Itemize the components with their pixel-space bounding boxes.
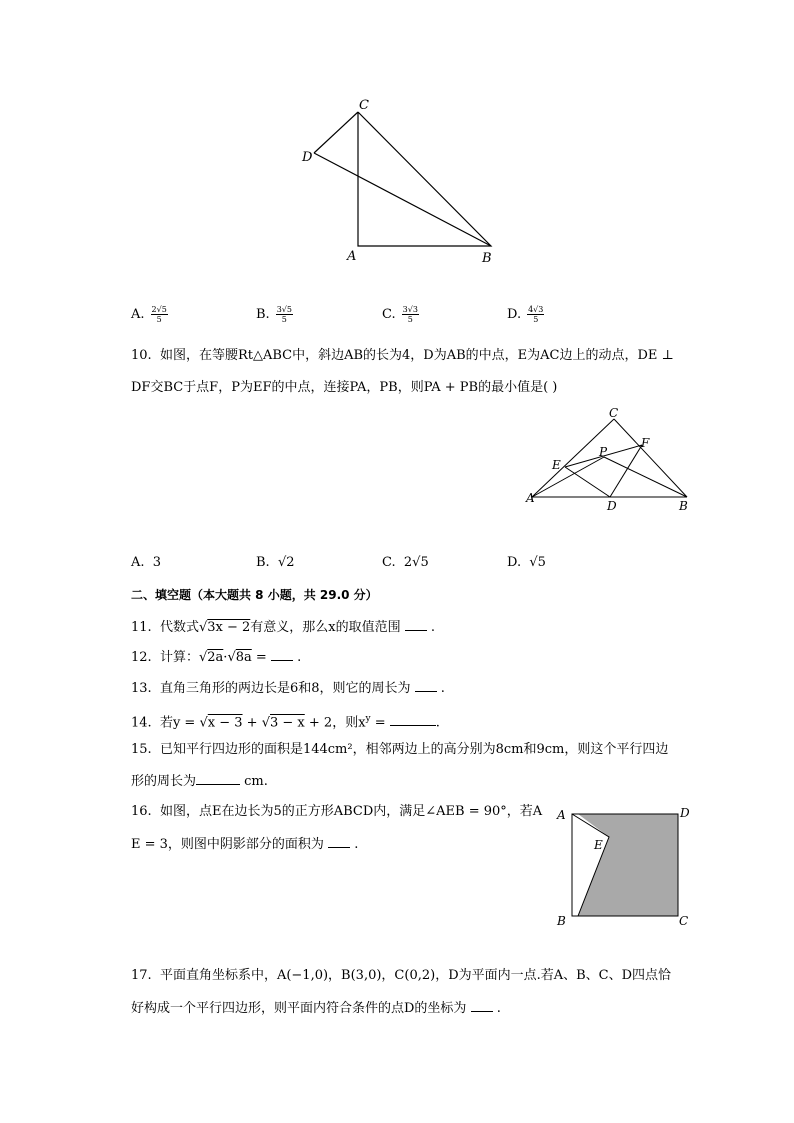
q12: 12. 计算：√2a·√8a = . [131, 647, 301, 668]
q16-label-b: B [557, 914, 566, 928]
q10-option-b[interactable]: B. √2 [256, 555, 295, 570]
q16-figure [552, 803, 702, 933]
section-heading: 二、填空题（本大题共 8 小题，共 29.0 分） [131, 588, 378, 602]
q16-label-d: D [680, 806, 690, 820]
q9-triangle [358, 112, 491, 246]
q17-answer-blank[interactable] [471, 998, 493, 1012]
q11: 11. 代数式√3x − 2有意义，那么x的取值范围 . [131, 617, 435, 638]
q10-label-f: F [641, 436, 650, 450]
q11-answer-blank[interactable] [405, 617, 427, 631]
q10-option-c[interactable]: C. 2√5 [382, 555, 429, 570]
q9-figure [295, 95, 505, 265]
q9-segment-cd [314, 112, 358, 153]
q13: 13. 直角三角形的两边长是6和8，则它的周长为 . [131, 678, 445, 699]
q16-line1: 16. 如图，点E在边长为5的正方形ABCD内，满足∠AEB = 90°，若A [131, 804, 543, 819]
q12-answer-blank[interactable] [271, 647, 293, 661]
q9-label-c: C [359, 98, 369, 113]
q9-option-a[interactable]: A. $\frac{2√5}{5}$ [131, 305, 167, 324]
q10-text-line2: DF交BC于点F，P为EF的中点，连接PA，PB，则PA + PB的最小值是( ) [131, 380, 558, 395]
q17-line2: 好构成一个平行四边形，则平面内符合条件的点D的坐标为 . [131, 998, 501, 1019]
q16-label-a: A [557, 808, 566, 822]
q10-label-c: C [609, 406, 619, 420]
q14-answer-blank[interactable] [390, 712, 436, 726]
q9-label-d: D [302, 150, 313, 165]
q10-option-d[interactable]: D. √5 [507, 555, 546, 570]
q9-label-b: B [482, 251, 492, 265]
q9-option-b[interactable]: B. $\frac{3√5}{5}$ [256, 305, 292, 324]
q15-line2: 形的周长为 cm. [131, 771, 268, 792]
q16-label-e: E [594, 838, 603, 852]
q10-label-e: E [552, 458, 561, 472]
q10-label-a: A [526, 491, 535, 505]
q16-answer-blank[interactable] [328, 834, 350, 848]
q9-label-a: A [347, 249, 357, 264]
q10-figure [520, 405, 700, 515]
q16-line2: E = 3，则图中阴影部分的面积为 . [131, 834, 358, 855]
q15-line1: 15. 已知平行四边形的面积是144cm²，相邻两边上的高分别为8cm和9cm，则这个平行四边 [131, 742, 669, 757]
q9-segment-db [314, 153, 491, 246]
q16-label-c: C [679, 914, 689, 928]
q10-number: 10. [131, 348, 152, 363]
q17-line1: 17. 平面直角坐标系中，A(−1,0)，B(3,0)，C(0,2)，D为平面内一点.若A、B、C、D四点恰 [131, 968, 672, 983]
q14: 14. 若y = √x − 3 + √3 − x + 2，则$x^y$ = . [131, 714, 440, 731]
q13-answer-blank[interactable] [415, 678, 437, 692]
q16-shaded-region [578, 814, 678, 916]
q9-option-d[interactable]: D. $\frac{4√3}{5}$ [507, 305, 544, 324]
q10-label-d: D [607, 499, 617, 513]
q10-option-a[interactable]: A. 3 [131, 555, 162, 570]
q9-option-c[interactable]: C. $\frac{3√3}{5}$ [382, 305, 418, 324]
q10-text-line1: 10. 如图，在等腰Rt△ABC中，斜边AB的长为4，D为AB的中点，E为AC边上的动点，DE ⊥ [131, 348, 674, 363]
q15-answer-blank[interactable] [196, 771, 240, 785]
q10-label-p: P [599, 445, 608, 459]
q10-label-b: B [679, 499, 688, 513]
